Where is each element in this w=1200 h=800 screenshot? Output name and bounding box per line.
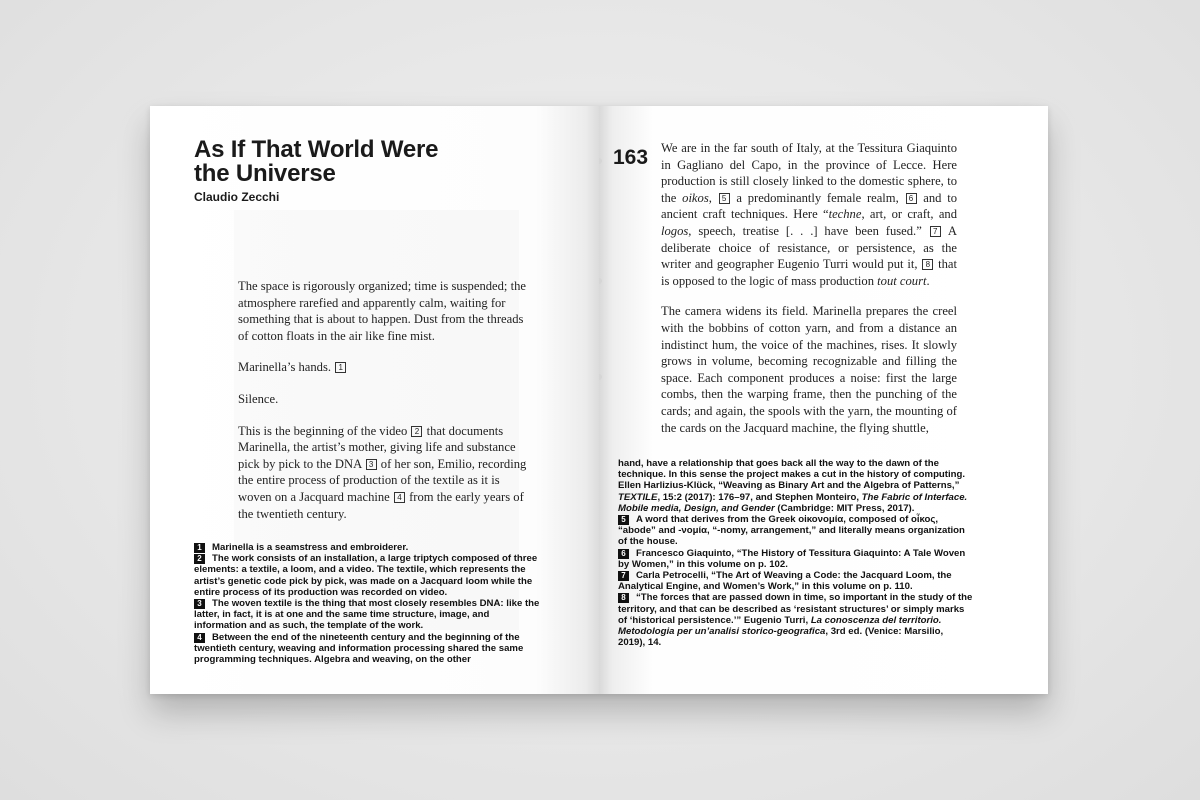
footnote-ref: 7: [930, 226, 941, 237]
title-line: the Universe: [194, 160, 336, 187]
footnote-ref: 5: [719, 193, 730, 204]
open-book: [150, 106, 1048, 694]
footnotes-right: [618, 458, 973, 648]
footnote-number: 6: [618, 549, 629, 559]
footnote-number: 1: [194, 543, 205, 553]
footnote-ref: 4: [394, 492, 405, 503]
author-name: Claudio Zecchi: [194, 190, 280, 204]
footnote: 3 The woven textile is the thing that most closely resembles DNA: like the latter, in fact, it is at one and the same time structure, image, and information and as such, the template of the work.: [194, 598, 540, 632]
binding-staple-hole: [599, 278, 602, 284]
footnote-number: 4: [194, 633, 205, 643]
footnote: 8 “The forces that are passed down in time, so important in the study of the territory, and that can be described as ‘resistant structures’ or simply marks of ‘historical persistence.’” Eugenio Turri, La conoscenza del territorio. Metodologia per un’analisi storico-geografica, 3rd ed. (Venice: Marsilio, 2019), 14.: [618, 592, 973, 649]
footnotes-left: [194, 542, 544, 665]
footnote: 4 Between the end of the nineteenth century and the beginning of the twentieth century, weaving and information processing shared the same programming techniques. Algebra and weaving, on the other: [194, 631, 524, 666]
footnote: 6 Francesco Giaquinto, “The History of Tessitura Giaquinto: A Tale Woven by Women,” in this volume on p. 102.: [618, 547, 966, 570]
footnote-number: 7: [618, 571, 629, 581]
footnote: 5 A word that derives from the Greek οἰκονομία, composed of οἶκος, “abode” and -νομία, “-nomy, arrangement,” and literally means organization of the house.: [618, 514, 965, 548]
paragraph: Marinella’s hands. 1: [238, 359, 534, 376]
body-text-left: [238, 278, 534, 537]
article-title: [194, 138, 438, 186]
footnote: 2 The work consists of an installation, a large triptych composed of three elements: a textile, a loom, and a video. The textile, which represents the artist’s genetic code pick by pick, was made on a Jacquard loom while the entire process of its production was recorded on video.: [194, 553, 538, 598]
footnote-ref: 1: [335, 362, 346, 373]
paragraph: The space is rigorously organized; time is suspended; the atmosphere rarefied and apparently calm, waiting for something that is about to happen. Dust from the threads of cotton floats in the air like fine mist.: [238, 279, 526, 343]
footnote-number: 5: [618, 515, 629, 525]
footnote: 1 Marinella is a seamstress and embroiderer.: [194, 542, 544, 553]
footnote-number: 2: [194, 554, 205, 564]
footnote-ref: 3: [366, 459, 377, 470]
body-text-right: [661, 140, 957, 450]
binding-staple-hole: [599, 158, 602, 164]
footnote-ref: 6: [906, 193, 917, 204]
binding-staple-hole: [599, 374, 602, 380]
page-number: 163: [613, 146, 649, 169]
paragraph: This is the beginning of the video 2 that documents Marinella, the artist’s mother, giving life and substance pick by pick to the DNA 3 of her son, Emilio, recording the entire process of production of the textile as it is woven on a Jacquard machine 4 from the early years of the twentieth century.: [238, 423, 527, 521]
footnote-number: 8: [618, 593, 629, 603]
title-line: As If That World Were: [194, 136, 439, 163]
footnote-number: 3: [194, 599, 205, 609]
paragraph: Silence.: [238, 391, 279, 406]
footnote-ref: 8: [922, 259, 933, 270]
paragraph: We are in the far south of Italy, at the Tessitura Giaquinto in Gagliano del Capo, in the province of Lecce. Here production is still closely linked to the domestic sphere, to the oikos, 5 a predominantly female realm, 6 and to ancient craft techniques. Here “techne, art, or craft, and logos, speech, treatise [. . .] have been fused.” 7 A deliberate choice of resistance, or persistence, as the writer and geographer Eugenio Turri would put it, 8 that is opposed to the logic of mass production tout court.: [661, 141, 957, 288]
left-page: [150, 106, 599, 694]
footnote-ref: 2: [411, 426, 422, 437]
footnote: 7 Carla Petrocelli, “The Art of Weaving a Code: the Jacquard Loom, the Analytical Engine, and Women’s Work,” in this volume on p. 110.: [618, 570, 952, 593]
paragraph: The camera widens its field. Marinella prepares the creel with the bobbins of cotton yarn, and from a distance an indistinct hum, the voice of the machines, rises. It slowly grows in volume, becoming recognizable and filling the space. Each component produces a noise: first the large combs, then the warping frame, then the punching of the cards; and again, the spools with the yarn, the mounting of the cards on the Jacquard machine, the flying shuttle,: [661, 304, 957, 435]
right-page: [599, 106, 1048, 694]
footnote-continuation: hand, have a relationship that goes back all the way to the dawn of the technique. In this sense the project makes a cut in the history of computing. Ellen Harlizius-Klück, “Weaving as Binary Art and the Algebra of Patterns,” TEXTILE, 15:2 (2017): 176–97, and Stephen Monteiro, The Fabric of Interface. Mobile media, Design, and Gender (Cambridge: MIT Press, 2017).: [618, 458, 968, 514]
